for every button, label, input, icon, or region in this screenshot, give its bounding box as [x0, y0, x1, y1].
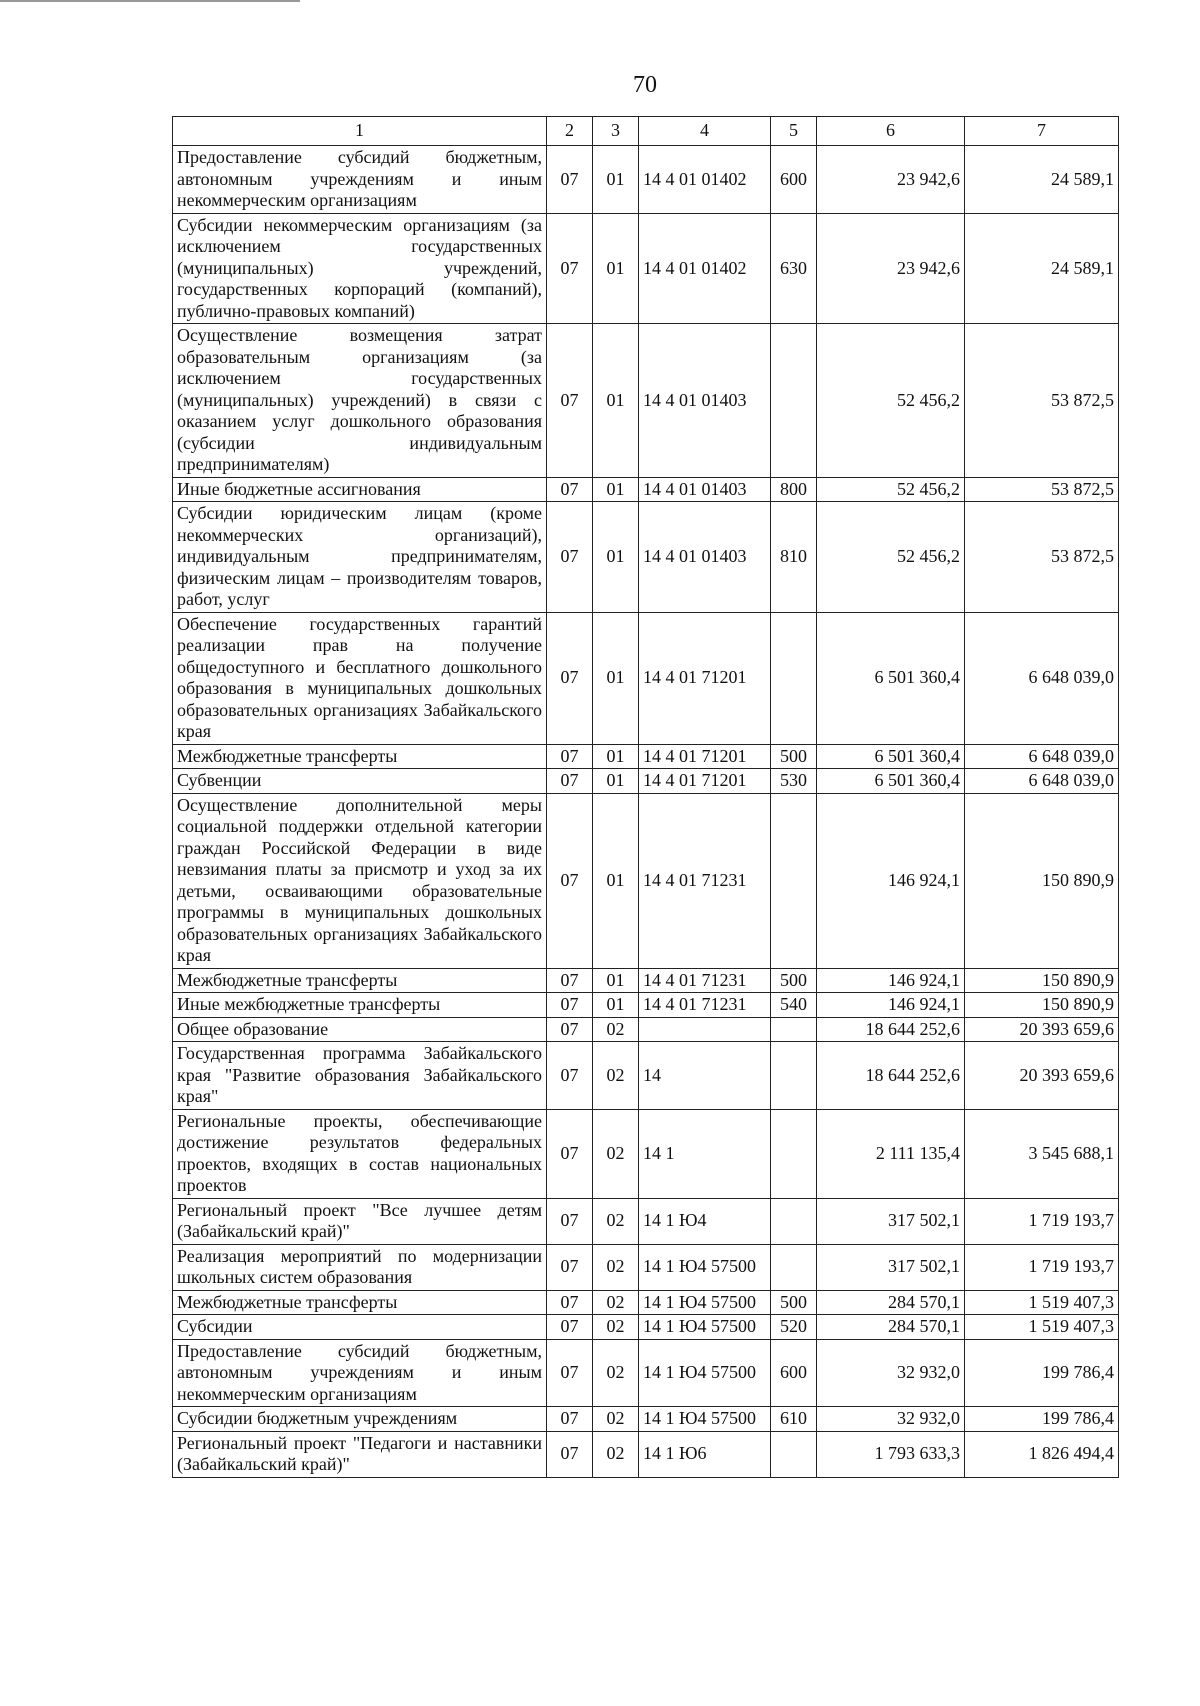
table-row — [173, 793, 1119, 968]
row-amount-year1-cell: 2 111 135,4 — [817, 1109, 965, 1198]
row-target-article-cell: 14 1 Ю4 57500 — [639, 1315, 771, 1340]
row-amount-year1-cell: 146 924,1 — [817, 993, 965, 1018]
row-expense-type-cell — [771, 1431, 817, 1477]
row-section-cell: 07 — [547, 769, 593, 794]
row-name-cell: Субсидии — [173, 1315, 547, 1340]
row-expense-type-cell — [771, 1042, 817, 1110]
row-expense-type-cell — [771, 612, 817, 744]
row-name-cell: Иные межбюджетные трансферты — [173, 993, 547, 1018]
row-subsection-cell: 02 — [593, 1109, 639, 1198]
row-target-article-cell — [639, 1017, 771, 1042]
table-row — [173, 477, 1119, 502]
header-cell: 4 — [639, 117, 771, 146]
row-section-cell: 07 — [547, 993, 593, 1018]
row-subsection-cell: 01 — [593, 213, 639, 324]
row-amount-year2-cell: 1 826 494,4 — [965, 1431, 1119, 1477]
row-subsection-cell: 02 — [593, 1431, 639, 1477]
row-expense-type-cell: 500 — [771, 968, 817, 993]
header-cell: 5 — [771, 117, 817, 146]
row-amount-year2-cell: 150 890,9 — [965, 968, 1119, 993]
row-section-cell: 07 — [547, 793, 593, 968]
row-name-cell: Межбюджетные трансферты — [173, 1290, 547, 1315]
row-amount-year2-cell: 199 786,4 — [965, 1407, 1119, 1432]
row-amount-year2-cell: 6 648 039,0 — [965, 744, 1119, 769]
row-section-cell: 07 — [547, 968, 593, 993]
row-amount-year1-cell: 284 570,1 — [817, 1290, 965, 1315]
row-target-article-cell: 14 4 01 71231 — [639, 968, 771, 993]
row-target-article-cell: 14 1 Ю4 57500 — [639, 1244, 771, 1290]
row-subsection-cell: 01 — [593, 477, 639, 502]
row-subsection-cell: 02 — [593, 1407, 639, 1432]
row-name-cell: Межбюджетные трансферты — [173, 744, 547, 769]
row-amount-year2-cell: 1 719 193,7 — [965, 1244, 1119, 1290]
row-target-article-cell: 14 4 01 01403 — [639, 502, 771, 613]
row-section-cell: 07 — [547, 1290, 593, 1315]
row-subsection-cell: 02 — [593, 1339, 639, 1407]
row-expense-type-cell: 630 — [771, 213, 817, 324]
row-section-cell: 07 — [547, 1407, 593, 1432]
header-cell: 1 — [173, 117, 547, 146]
row-section-cell: 07 — [547, 1017, 593, 1042]
row-amount-year2-cell: 1 519 407,3 — [965, 1290, 1119, 1315]
row-amount-year1-cell: 23 942,6 — [817, 213, 965, 324]
row-section-cell: 07 — [547, 1339, 593, 1407]
row-target-article-cell: 14 4 01 01403 — [639, 324, 771, 478]
table-row — [173, 1431, 1119, 1477]
row-section-cell: 07 — [547, 502, 593, 613]
row-amount-year1-cell: 6 501 360,4 — [817, 769, 965, 794]
row-subsection-cell: 02 — [593, 1315, 639, 1340]
row-amount-year1-cell: 18 644 252,6 — [817, 1042, 965, 1110]
row-target-article-cell: 14 4 01 01403 — [639, 477, 771, 502]
row-target-article-cell: 14 1 Ю4 57500 — [639, 1339, 771, 1407]
row-name-cell: Региональные проекты, обеспечивающие достижение результатов федеральных проектов, входящих в состав национальных проектов — [173, 1109, 547, 1198]
row-target-article-cell: 14 4 01 71231 — [639, 793, 771, 968]
row-name-cell: Региональный проект "Все лучшее детям (Забайкальский край)" — [173, 1198, 547, 1244]
row-amount-year2-cell: 6 648 039,0 — [965, 612, 1119, 744]
row-name-cell: Субсидии юридическим лицам (кроме некоммерческих организаций), индивидуальным предпринимателям, физическим лицам – производителям товаров, работ, услуг — [173, 502, 547, 613]
budget-table — [172, 116, 1119, 1478]
row-amount-year1-cell: 6 501 360,4 — [817, 744, 965, 769]
row-name-cell: Межбюджетные трансферты — [173, 968, 547, 993]
row-target-article-cell: 14 4 01 71201 — [639, 769, 771, 794]
row-target-article-cell: 14 4 01 01402 — [639, 213, 771, 324]
row-amount-year2-cell: 24 589,1 — [965, 213, 1119, 324]
row-amount-year1-cell: 146 924,1 — [817, 968, 965, 993]
row-subsection-cell: 01 — [593, 146, 639, 214]
row-amount-year2-cell: 150 890,9 — [965, 793, 1119, 968]
row-expense-type-cell: 520 — [771, 1315, 817, 1340]
row-amount-year2-cell: 53 872,5 — [965, 324, 1119, 478]
row-amount-year1-cell: 52 456,2 — [817, 477, 965, 502]
row-expense-type-cell — [771, 1109, 817, 1198]
row-section-cell: 07 — [547, 213, 593, 324]
row-amount-year2-cell: 6 648 039,0 — [965, 769, 1119, 794]
row-target-article-cell: 14 1 Ю4 57500 — [639, 1290, 771, 1315]
row-section-cell: 07 — [547, 612, 593, 744]
row-section-cell: 07 — [547, 1109, 593, 1198]
table-row — [173, 213, 1119, 324]
row-subsection-cell: 01 — [593, 324, 639, 478]
table-row — [173, 1017, 1119, 1042]
table-row — [173, 1315, 1119, 1340]
row-amount-year2-cell: 53 872,5 — [965, 502, 1119, 613]
row-amount-year1-cell: 284 570,1 — [817, 1315, 965, 1340]
row-name-cell: Субсидии некоммерческим организациям (за исключением государственных (муниципальных) учреждений, государственных корпораций (компаний), публично-правовых компаний) — [173, 213, 547, 324]
row-name-cell: Общее образование — [173, 1017, 547, 1042]
row-amount-year1-cell: 146 924,1 — [817, 793, 965, 968]
row-name-cell: Обеспечение государственных гарантий реализации прав на получение общедоступного и бесплатного дошкольного образования в муниципальных дошкольных образовательных организациях Забайкальского края — [173, 612, 547, 744]
table-row — [173, 324, 1119, 478]
row-expense-type-cell: 600 — [771, 146, 817, 214]
row-expense-type-cell: 540 — [771, 993, 817, 1018]
row-amount-year1-cell: 23 942,6 — [817, 146, 965, 214]
row-name-cell: Осуществление дополнительной меры социальной поддержки отдельной категории граждан Российской Федерации в виде невзимания платы за присмотр и уход за их детьми, осваивающими образовательные программы в муниципальных дошкольных образовательных организациях Забайкальского края — [173, 793, 547, 968]
row-name-cell: Субвенции — [173, 769, 547, 794]
row-amount-year2-cell: 1 519 407,3 — [965, 1315, 1119, 1340]
row-expense-type-cell — [771, 324, 817, 478]
row-expense-type-cell: 530 — [771, 769, 817, 794]
row-amount-year2-cell: 1 719 193,7 — [965, 1198, 1119, 1244]
row-subsection-cell: 01 — [593, 968, 639, 993]
row-expense-type-cell: 500 — [771, 744, 817, 769]
row-amount-year2-cell: 150 890,9 — [965, 993, 1119, 1018]
row-section-cell: 07 — [547, 1198, 593, 1244]
row-amount-year1-cell: 32 932,0 — [817, 1407, 965, 1432]
row-target-article-cell: 14 1 Ю4 — [639, 1198, 771, 1244]
row-amount-year1-cell: 52 456,2 — [817, 502, 965, 613]
row-amount-year1-cell: 6 501 360,4 — [817, 612, 965, 744]
table-row — [173, 1244, 1119, 1290]
row-target-article-cell: 14 1 Ю4 57500 — [639, 1407, 771, 1432]
row-name-cell: Реализация мероприятий по модернизации школьных систем образования — [173, 1244, 547, 1290]
row-amount-year1-cell: 52 456,2 — [817, 324, 965, 478]
table-row — [173, 1407, 1119, 1432]
row-target-article-cell: 14 4 01 71201 — [639, 612, 771, 744]
row-name-cell: Иные бюджетные ассигнования — [173, 477, 547, 502]
scan-top-line — [0, 0, 300, 2]
row-subsection-cell: 01 — [593, 502, 639, 613]
row-amount-year2-cell: 53 872,5 — [965, 477, 1119, 502]
table-row — [173, 1290, 1119, 1315]
table-row — [173, 1339, 1119, 1407]
table-row — [173, 1198, 1119, 1244]
row-amount-year2-cell: 199 786,4 — [965, 1339, 1119, 1407]
row-expense-type-cell — [771, 1198, 817, 1244]
row-amount-year1-cell: 32 932,0 — [817, 1339, 965, 1407]
row-name-cell: Субсидии бюджетным учреждениям — [173, 1407, 547, 1432]
header-cell: 7 — [965, 117, 1119, 146]
table-row — [173, 146, 1119, 214]
row-amount-year2-cell: 24 589,1 — [965, 146, 1119, 214]
row-subsection-cell: 01 — [593, 993, 639, 1018]
table-row — [173, 993, 1119, 1018]
row-expense-type-cell — [771, 1244, 817, 1290]
table-row — [173, 1109, 1119, 1198]
table-header-row — [173, 117, 1119, 146]
row-expense-type-cell — [771, 1017, 817, 1042]
row-amount-year1-cell: 1 793 633,3 — [817, 1431, 965, 1477]
header-cell: 6 — [817, 117, 965, 146]
row-expense-type-cell: 810 — [771, 502, 817, 613]
row-amount-year2-cell: 20 393 659,6 — [965, 1017, 1119, 1042]
row-subsection-cell: 01 — [593, 744, 639, 769]
row-subsection-cell: 01 — [593, 793, 639, 968]
table-row — [173, 1042, 1119, 1110]
row-section-cell: 07 — [547, 146, 593, 214]
row-subsection-cell: 01 — [593, 612, 639, 744]
row-subsection-cell: 02 — [593, 1042, 639, 1110]
row-amount-year1-cell: 317 502,1 — [817, 1198, 965, 1244]
page-number: 70 — [633, 72, 657, 98]
row-amount-year1-cell: 317 502,1 — [817, 1244, 965, 1290]
row-section-cell: 07 — [547, 744, 593, 769]
row-subsection-cell: 02 — [593, 1290, 639, 1315]
row-amount-year1-cell: 18 644 252,6 — [817, 1017, 965, 1042]
row-amount-year2-cell: 20 393 659,6 — [965, 1042, 1119, 1110]
table-row — [173, 769, 1119, 794]
row-name-cell: Государственная программа Забайкальского края "Развитие образования Забайкальского края" — [173, 1042, 547, 1110]
header-cell: 2 — [547, 117, 593, 146]
table-row — [173, 612, 1119, 744]
table-row — [173, 744, 1119, 769]
row-name-cell: Региональный проект "Педагоги и наставники (Забайкальский край)" — [173, 1431, 547, 1477]
header-cell: 3 — [593, 117, 639, 146]
row-expense-type-cell: 600 — [771, 1339, 817, 1407]
row-subsection-cell: 02 — [593, 1244, 639, 1290]
row-section-cell: 07 — [547, 1244, 593, 1290]
row-name-cell: Предоставление субсидий бюджетным, автономным учреждениям и иным некоммерческим организациям — [173, 146, 547, 214]
row-subsection-cell: 01 — [593, 769, 639, 794]
row-target-article-cell: 14 4 01 71231 — [639, 993, 771, 1018]
row-section-cell: 07 — [547, 1431, 593, 1477]
row-expense-type-cell: 500 — [771, 1290, 817, 1315]
row-expense-type-cell: 610 — [771, 1407, 817, 1432]
row-target-article-cell: 14 4 01 01402 — [639, 146, 771, 214]
row-section-cell: 07 — [547, 477, 593, 502]
row-section-cell: 07 — [547, 324, 593, 478]
row-expense-type-cell: 800 — [771, 477, 817, 502]
row-expense-type-cell — [771, 793, 817, 968]
row-subsection-cell: 02 — [593, 1017, 639, 1042]
row-target-article-cell: 14 — [639, 1042, 771, 1110]
row-subsection-cell: 02 — [593, 1198, 639, 1244]
table-row — [173, 968, 1119, 993]
row-target-article-cell: 14 1 Ю6 — [639, 1431, 771, 1477]
row-section-cell: 07 — [547, 1315, 593, 1340]
table-row — [173, 502, 1119, 613]
row-section-cell: 07 — [547, 1042, 593, 1110]
row-amount-year2-cell: 3 545 688,1 — [965, 1109, 1119, 1198]
row-name-cell: Предоставление субсидий бюджетным, автономным учреждениям и иным некоммерческим организациям — [173, 1339, 547, 1407]
row-name-cell: Осуществление возмещения затрат образовательным организациям (за исключением государственных (муниципальных) учреждений) в связи с оказанием услуг дошкольного образования (субсидии индивидуальным предпринимателям) — [173, 324, 547, 478]
row-target-article-cell: 14 1 — [639, 1109, 771, 1198]
row-target-article-cell: 14 4 01 71201 — [639, 744, 771, 769]
